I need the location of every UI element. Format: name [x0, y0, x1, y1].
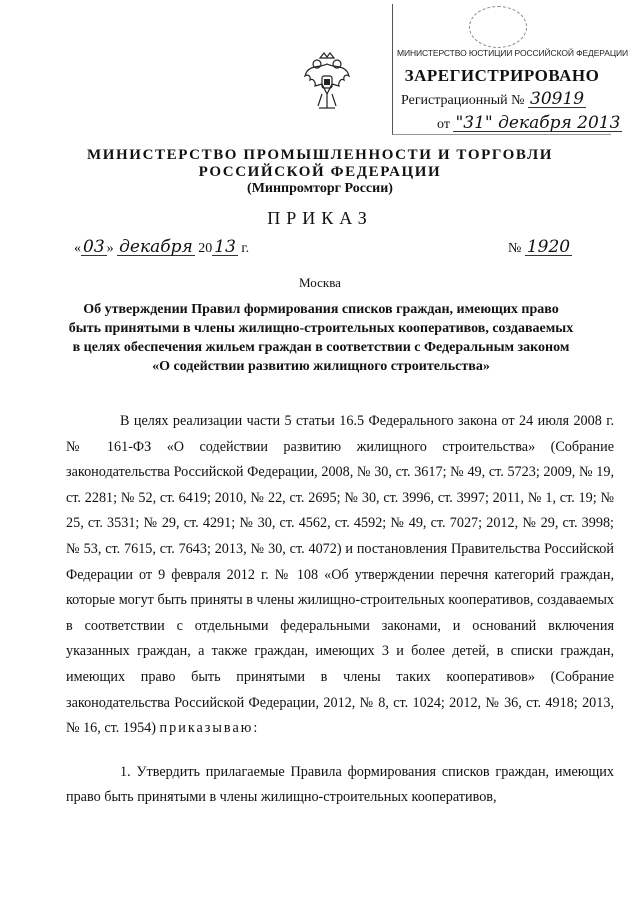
stamp-seal-icon	[469, 6, 527, 48]
stamp-reg-label: Регистрационный №	[401, 93, 525, 108]
stamp-date-prefix: от	[437, 117, 450, 132]
body-paragraph-1	[66, 409, 614, 742]
stamp-date	[437, 113, 622, 133]
order-number-label: №	[508, 241, 522, 256]
stamp-title: ЗАРЕГИСТРИРОВАНО	[404, 66, 600, 85]
order-date-day: 03	[83, 237, 105, 257]
order-date-suffix: г.	[241, 241, 250, 256]
order-title: ПРИКАЗ	[267, 208, 373, 228]
order-number-value: 1920	[526, 237, 571, 257]
order-date-year-suffix: 13	[214, 237, 236, 257]
order-date: « 03 » декабря 20 13 г.	[74, 237, 250, 257]
ministry-line2: РОССИЙСКОЙ ФЕДЕРАЦИИ	[198, 164, 442, 180]
stamp-ministry: МИНИСТЕРСТВО ЮСТИЦИИ РОССИЙСКОЙ ФЕДЕРАЦИИ	[397, 48, 629, 58]
order-subject: Об утверждении Правил формирования списков граждан, имеющих право быть принятыми в члены жилищно-строительных кооперативов, создаваемых в целях обеспечения жильем граждан в соответствии с Федеральным законом «О содействии развитию жилищного строительства»	[68, 302, 574, 374]
order-date-year-prefix: 20	[198, 241, 213, 256]
body-paragraph-1-text: В целях реализации части 5 статьи 16.5 Федерального закона от 24 июля 2008 г. № 161-ФЗ «О содействии развитию жилищного строительства» (Собрание законодательства Российской Федерации, 2008, № 30, ст. 3617; № 49, ст. 5723; 2009, № 19, ст. 2281; № 52, ст. 6419; 2010, № 22, ст. 2695; № 30, ст. 3996, ст. 3997; 2011, № 1, ст. 19; № 25, ст. 3531; № 29, ст. 4291; № 30, ст. 4562, ст. 4592; № 49, ст. 7027; 2012, № 29, ст. 3998; № 53, ст. 7615, ст. 7643; 2013, № 30, ст. 4072) и постановления Правительства Российской Федерации от 9 февраля 2012 г. № 108 «Об утверждении перечня категорий граждан, которые могут быть приняты в члены жилищно-строительных кооперативов, создаваемых в соответствии с отдельными федеральными законами, и оснований включения указанных граждан, а также граждан, имеющих 3 и более детей, в списки граждан, имеющих право быть принятыми в члены таких кооперативов» (Собрание законодательства Российской Федерации, 2012, № 8, ст. 1024; 2012, № 36, ст. 4918; 2013, № 16, ст. 1954)	[66, 413, 614, 737]
coat-of-arms-icon	[302, 50, 352, 120]
order-body	[66, 409, 614, 811]
ministry-line1: МИНИСТЕРСТВО ПРОМЫШЛЕННОСТИ И ТОРГОВЛИ	[87, 147, 553, 163]
order-number	[508, 237, 572, 257]
stamp-registration	[401, 89, 586, 109]
prikazyvayu: приказываю:	[159, 720, 260, 737]
body-paragraph-2: 1. Утвердить прилагаемые Правила формирования списков граждан, имеющих право быть принятыми в члены жилищно-строительных кооперативов,	[66, 763, 614, 806]
stamp-reg-number: 30919	[530, 89, 585, 109]
registration-stamp	[392, 4, 629, 135]
ministry-name	[60, 147, 580, 181]
ministry-short-name: (Минпромторг России)	[247, 181, 393, 196]
city: Москва	[299, 275, 341, 290]
order-date-month: декабря	[119, 237, 193, 257]
stamp-date-handwritten: "31" декабря 2013	[455, 113, 621, 133]
